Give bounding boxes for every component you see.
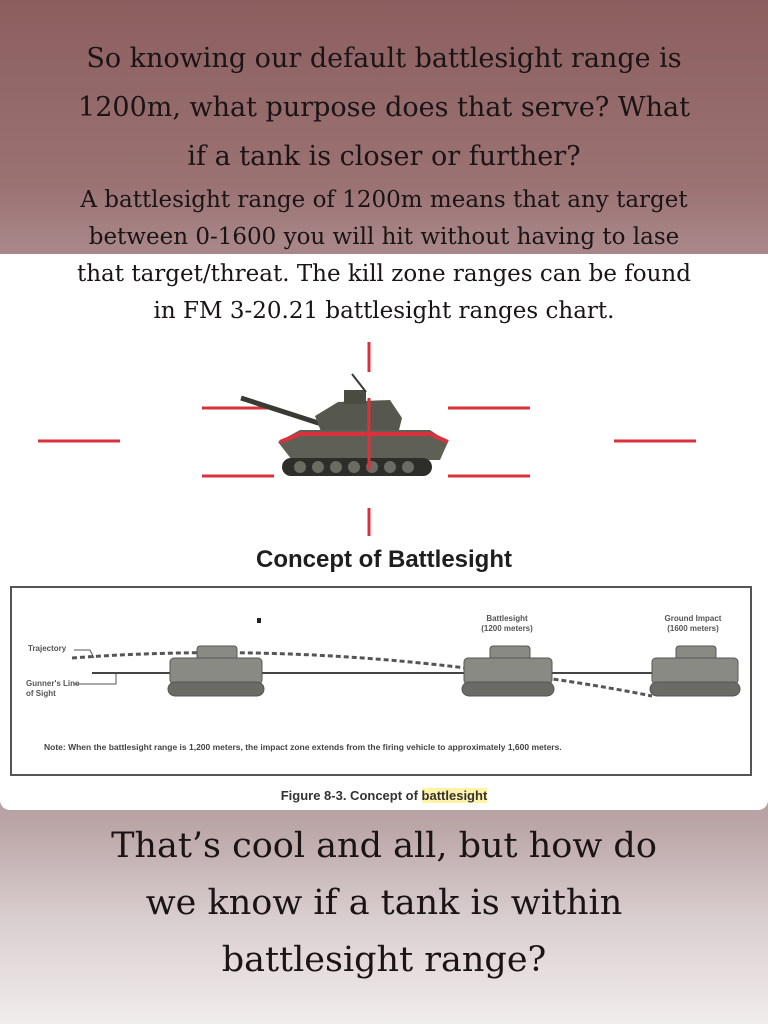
figure-caption-highlight: battlesight [421, 788, 488, 803]
battlesight-range-label [462, 614, 552, 634]
gunners-line-label [26, 679, 79, 699]
diagram-title: Concept of Battlesight [256, 546, 512, 573]
answer-text [0, 182, 768, 330]
target-tank-impact [650, 646, 740, 696]
intro-question-line: 1200m, what purpose does that serve? What [78, 92, 690, 123]
ground-impact-label-line: Ground Impact [664, 614, 722, 623]
answer-line: in FM 3-20.21 battlesight ranges chart. [153, 298, 615, 324]
intro-question [0, 34, 768, 181]
reticle-illustration [0, 330, 768, 540]
followup-question-line: we know if a tank is within [145, 883, 623, 923]
intro-question-line: if a tank is closer or further? [187, 141, 581, 172]
followup-question-line: That’s cool and all, but how do [111, 826, 657, 866]
tank-icon [241, 374, 448, 476]
answer-line: A battlesight range of 1200m means that any target [80, 187, 688, 213]
figure-caption [0, 788, 768, 803]
battlesight-range-label-line: (1200 meters) [481, 624, 533, 633]
target-tank-battlesight [462, 646, 554, 696]
answer-line: that target/threat. The kill zone ranges can be found [77, 261, 691, 287]
trajectory-path [72, 653, 482, 670]
stray-mark [257, 618, 261, 623]
figure-caption-prefix: Figure 8-3. Concept of [280, 788, 422, 803]
ground-impact-label-line: (1600 meters) [667, 624, 719, 633]
battlesight-diagram [10, 586, 752, 776]
diagram-note: Note: When the battlesight range is 1,200 meters, the impact zone extends from the firing vehicle to approximately 1,600 meters. [44, 742, 562, 752]
answer-line: between 0-1600 you will hit without having to lase [88, 224, 680, 250]
followup-question [0, 818, 768, 989]
gunners-line-label-line: Gunner's Line [26, 679, 80, 688]
intro-question-line: So knowing our default battlesight range is [86, 43, 682, 74]
ground-impact-label [648, 614, 738, 634]
followup-question-line: battlesight range? [221, 940, 547, 980]
gunners-line-label-line: of Sight [26, 689, 56, 698]
trajectory-label: Trajectory [28, 644, 67, 653]
battlesight-range-label-line: Battlesight [486, 614, 528, 623]
